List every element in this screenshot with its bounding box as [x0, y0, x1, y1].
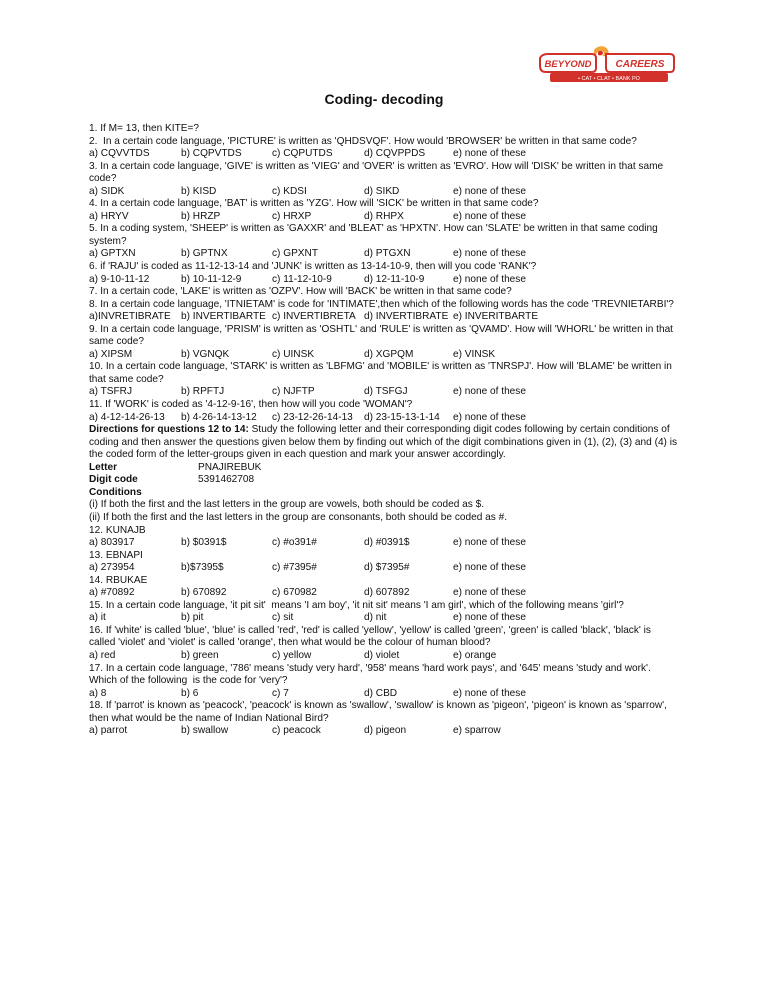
answer-option: e) none of these	[453, 587, 526, 599]
answer-option: c) GPXNT	[272, 248, 318, 260]
answer-option: d) pigeon	[364, 725, 407, 737]
answer-option: d) INVERTIBRATE	[364, 311, 449, 323]
code-table-value: 5391462708	[198, 474, 255, 486]
answer-option: d) $7395#	[364, 562, 410, 574]
answer-option: b) 670892	[181, 587, 227, 599]
answer-option: e) none of these	[453, 537, 526, 549]
line-text: 1. If M= 13, then KITE=?	[89, 123, 199, 134]
answer-option: a)INVRETIBRATE	[89, 311, 171, 323]
answer-option: a) 273954	[89, 562, 135, 574]
answer-option: c) CQPUTDS	[272, 148, 333, 160]
text-line	[89, 161, 689, 174]
answer-option: c) 23-12-26-14-13	[272, 411, 353, 423]
answer-option: d) 12-11-10-9	[364, 273, 425, 285]
options-row	[89, 186, 689, 199]
text-line	[89, 700, 689, 713]
text-line	[89, 299, 689, 312]
answer-option: a) TSFRJ	[89, 386, 132, 398]
text-line	[89, 512, 689, 525]
options-row	[89, 688, 689, 701]
text-line	[89, 424, 689, 437]
text-line	[89, 198, 689, 211]
options-row	[89, 412, 689, 425]
code-table-row	[89, 474, 689, 487]
answer-option: c) peacock	[272, 725, 321, 737]
line-text: 15. In a certain code language, 'it pit sit' means 'I am boy', 'it nit sit' means 'I am girl', which of the following means 'girl'?	[89, 599, 624, 611]
answer-option: a) SIDK	[89, 185, 125, 197]
answer-option: c) 670982	[272, 587, 317, 599]
answer-option: e) sparrow	[453, 725, 501, 737]
answer-option: e) none of these	[453, 386, 526, 398]
answer-option: b) INVERTIBARTE	[181, 311, 266, 323]
line-text: (ii) If both the first and the last letters in the group are consonants, both should be coded as #.	[89, 511, 508, 523]
answer-option: b) 4-26-14-13-12	[181, 411, 257, 423]
text-line	[89, 399, 689, 412]
code-table-value: PNAJIREBUK	[198, 461, 262, 473]
line-text: 10. In a certain code language, 'STARK' is written as 'LBFMG' and 'MOBILE' is written as 'TNRSPJ'. How will 'BLAME' be written in	[89, 361, 672, 373]
answer-option: b) GPTNX	[181, 248, 228, 260]
answer-option: d) 23-15-13-1-14	[364, 411, 440, 423]
logo-word-right: CAREERS	[615, 59, 665, 70]
line-text: code?	[89, 173, 117, 185]
page-title: Coding- decoding	[324, 91, 444, 107]
answer-option: c) HRXP	[272, 210, 312, 222]
answer-option: c) sit	[272, 612, 294, 624]
answer-option: d) XGPQM	[364, 348, 414, 360]
answer-option: a) it	[89, 612, 106, 624]
text-line	[89, 575, 689, 588]
answer-option: b) 10-11-12-9	[181, 273, 242, 285]
text-line	[89, 361, 689, 374]
answer-option: b) $0391$	[181, 537, 227, 549]
line-text: 5. In a coding system, 'SHEEP' is written as 'GAXXR' and 'BLEAT' as 'HPXTN'. How can 'SLATE' be written in that same coding	[89, 223, 658, 235]
line-text: 6. if 'RAJU' is coded as 11-12-13-14 and 'JUNK' is written as 13-14-10-9, then will you code 'RANK'?	[89, 261, 537, 273]
answer-option: d) RHPX	[364, 210, 404, 222]
text-line	[89, 600, 689, 613]
beyond-careers-logo	[536, 44, 678, 84]
answer-option: b) RPFTJ	[181, 386, 225, 398]
answer-option: e) none of these	[453, 273, 526, 285]
text-line	[89, 236, 689, 249]
line-text: 17. In a certain code language, '786' means 'study very hard', '958' means 'hard work pays', and '645' means 'study and work'.	[89, 662, 651, 674]
line-text: then what would be the name of Indian National Bird?	[89, 712, 329, 724]
options-row	[89, 612, 689, 625]
line-text: 9. In a certain code language, 'PRISM' is written as 'OSHTL' and 'RULE' is written as 'QVAMD'. How will 'WHORL' be written in that	[89, 323, 673, 335]
answer-option: d) PTGXN	[364, 248, 411, 260]
line-text: 8. In a certain code language, 'ITNIETAM' is code for 'INTIMATE',then which of the following words has the code 'TREVNIETARBI'?	[89, 298, 674, 310]
line-text: 14. RBUKAE	[89, 574, 148, 586]
answer-option: a) parrot	[89, 725, 128, 737]
logo-word-left: BEYYOND	[544, 59, 592, 70]
answer-option: e) VINSK	[453, 348, 496, 360]
answer-option: d) 607892	[364, 587, 410, 599]
answer-option: a) 803917	[89, 537, 135, 549]
text-line	[89, 437, 689, 450]
text-line	[89, 261, 689, 274]
text-line	[89, 675, 689, 688]
options-row	[89, 349, 689, 362]
answer-option: c) #7395#	[272, 562, 317, 574]
answer-option: d) CQVPPDS	[364, 148, 426, 160]
text-line	[89, 713, 689, 726]
text-line	[89, 550, 689, 563]
text-line	[89, 286, 689, 299]
answer-option: e) none of these	[453, 148, 526, 160]
answer-option: e) none of these	[453, 248, 526, 260]
answer-option: e) none of these	[453, 562, 526, 574]
answer-option: e) none of these	[453, 411, 526, 423]
answer-option: c) yellow	[272, 649, 312, 661]
code-table-label: Letter	[89, 461, 118, 473]
options-row	[89, 537, 689, 550]
answer-option: e) none of these	[453, 687, 526, 699]
line-text: (i) If both the first and the last letters in the group are vowels, both should be coded as $.	[89, 499, 485, 511]
answer-option: e) none of these	[453, 612, 526, 624]
answer-option: a) #70892	[89, 587, 135, 599]
text-line	[89, 625, 689, 638]
line-text: Study the following letter and their corresponding digit codes following by certain conditions of	[248, 424, 670, 436]
logo-tagline: • CAT • CLAT • BANK PO	[578, 76, 640, 82]
answer-option: b) CQPVTDS	[181, 148, 242, 160]
line-text: 3. In a certain code language, 'GIVE' is written as 'VIEG' and 'OVER' is written as 'EVRO'. How will 'DISK' be written in that same	[89, 160, 664, 172]
line-text: 4. In a certain code language, 'BAT' is written as 'YZG'. How will 'SICK' be written in that same code?	[89, 198, 539, 210]
answer-option: e) none of these	[453, 210, 526, 222]
answer-option: a) 8	[89, 687, 107, 699]
line-text: 12. KUNAJB	[89, 524, 146, 536]
answer-option: b) green	[181, 649, 219, 661]
answer-option: c) INVERTIBRETA	[272, 311, 356, 323]
answer-option: c) KDSI	[272, 185, 307, 197]
answer-option: d) CBD	[364, 687, 398, 699]
text-line	[89, 525, 689, 538]
code-table-row	[89, 462, 689, 475]
answer-option: c) 11-12-10-9	[272, 273, 332, 285]
line-text: the coded form of the letter-groups given in each question and mark your answer accordingly.	[89, 449, 506, 461]
answer-option: b) VGNQK	[181, 348, 230, 360]
options-row	[89, 311, 689, 324]
answer-option: e) INVERITBARTE	[453, 311, 539, 323]
text-line	[89, 223, 689, 236]
text-line	[89, 336, 689, 349]
line-text: 13. EBNAPI	[89, 549, 143, 561]
line-text: 16. If 'white' is called 'blue', 'blue' is called 'red', 'red' is called 'yellow', 'yellow' is called 'green', 'green' is called 'black', 'black' is	[89, 624, 651, 636]
text-line	[89, 324, 689, 337]
options-row	[89, 274, 689, 287]
text-line	[89, 449, 689, 462]
options-row	[89, 248, 689, 261]
answer-option: a) CQVVTDS	[89, 148, 150, 160]
bold-heading: Directions for questions 12 to 14:	[89, 424, 249, 436]
question-list	[89, 123, 689, 738]
text-line	[89, 487, 689, 500]
answer-option: b)$7395$	[181, 562, 224, 574]
answer-option: e) orange	[453, 649, 497, 661]
options-row	[89, 386, 689, 399]
line-text: same code?	[89, 336, 144, 348]
answer-option: e) none of these	[453, 185, 526, 197]
text-line	[89, 637, 689, 650]
line-text: 2. In a certain code language, 'PICTURE' is written as 'QHDSVQF'. How would 'BROWSER' be written in that same code?	[89, 135, 637, 147]
line-text: 18. If 'parrot' is known as 'peacock', 'peacock' is known as 'swallow', 'swallow' is known as 'pigeon', 'pigeon' is known as 'sparrow',	[89, 700, 667, 712]
line-text: 11. If 'WORK' is coded as '4-12-9-16', then how will you code 'WOMAN'?	[89, 399, 413, 411]
answer-option: d) TSFGJ	[364, 386, 408, 398]
text-line	[89, 374, 689, 387]
answer-option: c) NJFTP	[272, 386, 315, 398]
line-text: Which of the following is the code for 'very'?	[89, 675, 288, 687]
options-row	[89, 148, 689, 161]
answer-option: a) 4-12-14-26-13	[89, 411, 165, 423]
answer-option: a) XIPSM	[89, 348, 133, 360]
answer-option: a) HRYV	[89, 210, 129, 222]
answer-option: b) KISD	[181, 185, 217, 197]
answer-option: c) #o391#	[272, 537, 317, 549]
answer-option: b) pit	[181, 612, 204, 624]
options-row	[89, 725, 689, 738]
answer-option: b) 6	[181, 687, 199, 699]
options-row	[89, 562, 689, 575]
answer-option: d) violet	[364, 649, 400, 661]
line-text: coding and then answer the questions given below them by finding out which of the digit combinations given in (1), (2), (3) and (4) is	[89, 436, 678, 448]
options-row	[89, 587, 689, 600]
answer-option: c) 7	[272, 687, 289, 699]
bold-heading: Conditions	[89, 486, 142, 498]
answer-option: d) SIKD	[364, 185, 400, 197]
answer-option: b) HRZP	[181, 210, 221, 222]
options-row	[89, 211, 689, 224]
answer-option: d) nit	[364, 612, 387, 624]
line-text: called 'violet' and 'violet' is called 'orange', then what would be the colour of human blood?	[89, 637, 491, 649]
answer-option: d) #0391$	[364, 537, 410, 549]
line-text: 7. In a certain code, 'LAKE' is written as 'OZPV'. How will 'BACK' be written in that same code?	[89, 286, 512, 298]
options-row	[89, 650, 689, 663]
answer-option: a) GPTXN	[89, 248, 136, 260]
answer-option: b) swallow	[181, 725, 229, 737]
text-line	[89, 123, 689, 136]
answer-option: a) red	[89, 649, 116, 661]
answer-option: c) UINSK	[272, 348, 315, 360]
text-line	[89, 499, 689, 512]
code-table-label: Digit code	[89, 474, 138, 486]
text-line	[89, 663, 689, 676]
line-text: that same code?	[89, 373, 164, 385]
text-line	[89, 136, 689, 149]
line-text: system?	[89, 235, 127, 247]
answer-option: a) 9-10-11-12	[89, 273, 150, 285]
text-line	[89, 173, 689, 186]
